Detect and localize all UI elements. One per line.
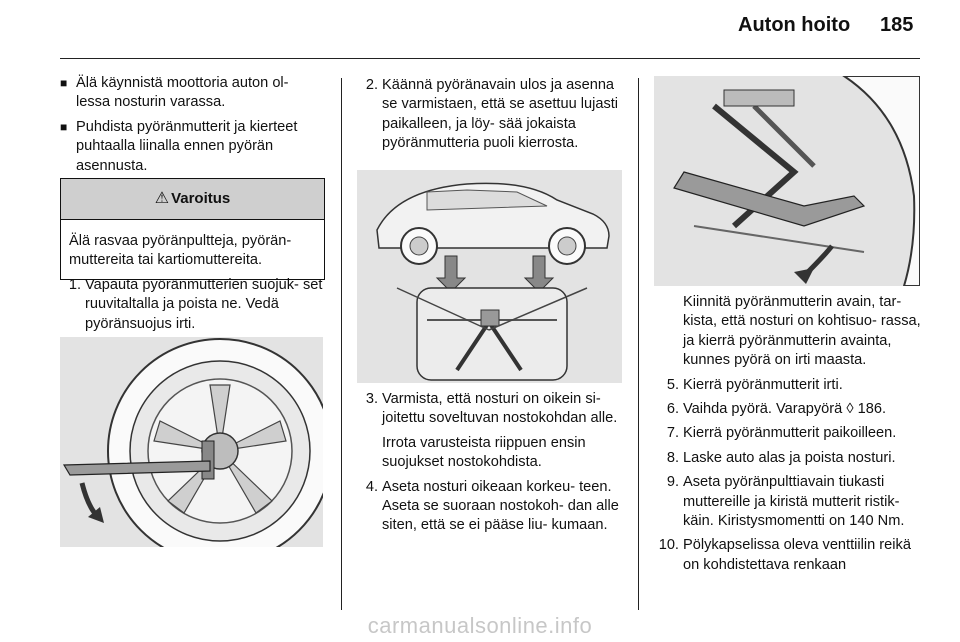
column-2-steps xyxy=(357,390,625,541)
step-6: 6. Vaihda pyörä. Varapyörä ◊ 186. xyxy=(666,401,887,418)
jack-and-wrench-illustration xyxy=(654,76,920,286)
step-3-note: Irrota varusteista riippuen ensin suojukset nostokohdista. xyxy=(382,434,586,471)
step-1: 1. Vapauta pyöränmutterien suojuk- set ruuvitaltalla ja poista ne. Vedä pyöränsuojus irti. xyxy=(68,277,323,332)
warning-triangle-icon: ⚠ xyxy=(154,190,170,207)
warning-box xyxy=(60,178,325,280)
step-4: 4. Aseta nosturi oikeaan korkeu- teen. Aseta se suoraan nostokoh- dan alle siten, että se ei pääse liu- kumaan. xyxy=(365,478,619,534)
watermark: carmanualsonline.info xyxy=(367,613,593,638)
header-divider xyxy=(60,58,920,59)
step-8: 8. Laske auto alas ja poista nosturi. xyxy=(666,449,896,466)
warning-title: Varoitus xyxy=(171,190,231,207)
page-title: Auton hoito xyxy=(738,14,851,36)
page-number: 185 xyxy=(880,14,914,36)
step-4-continued: Kiinnitä pyöränmutterin avain, tar- kista, että nosturi on kohtisuo- rassa, ja kierrä pyöränmutterin avainta, kunnes pyörä on irti maasta. xyxy=(683,294,921,369)
column-1 xyxy=(60,74,326,181)
bullet-mark: ■ xyxy=(60,76,68,90)
bullet-mark: ■ xyxy=(60,119,68,134)
column-divider-2 xyxy=(638,78,639,610)
step-10: 10. Pölykapselissa oleva venttiilin reikä on kohdistettava renkaan xyxy=(658,537,911,573)
step-2: 2. Käännä pyöränavain ulos ja asenna se varmistaen, että se asettuu lujasti paikalleen, ja löy- sää jokaista pyöränmutteria puoli kierrosta. xyxy=(365,77,619,152)
car-jack-illustration xyxy=(357,170,622,383)
bullet-item: ■ Älä käynnistä moottoria auton ol- lessa nosturin varassa. xyxy=(60,75,289,111)
wheel-cover-figure xyxy=(60,337,323,547)
column-divider-1 xyxy=(341,78,342,610)
step-5: 5. Kierrä pyöränmutterit irti. xyxy=(666,376,843,393)
warning-header xyxy=(61,179,324,220)
step-7: 7. Kierrä pyöränmutterit paikoilleen. xyxy=(666,425,897,442)
wheel-removal-illustration xyxy=(60,337,323,547)
step-3: 3. Varmista, että nosturi on oikein si- joitettu soveltuvan nostokohdan alle. xyxy=(365,391,618,427)
jack-position-figure xyxy=(357,170,622,383)
warning-text: Älä rasvaa pyöränpultteja, pyörän- muttereita tai kartiomuttereita. xyxy=(69,233,292,269)
column-3-text xyxy=(654,293,924,580)
bullet-item: ■ Puhdista pyöränmutterit ja kierteet puhtaalla liinalla ennen pyörän asennusta. xyxy=(60,118,298,174)
step-9: 9. Aseta pyöränpulttiavain tiukasti muttereille ja kiristä mutterit ristik- käin. Kiristysmomentti on 140 Nm. xyxy=(666,474,905,530)
wheel-wrench-figure xyxy=(654,76,920,286)
